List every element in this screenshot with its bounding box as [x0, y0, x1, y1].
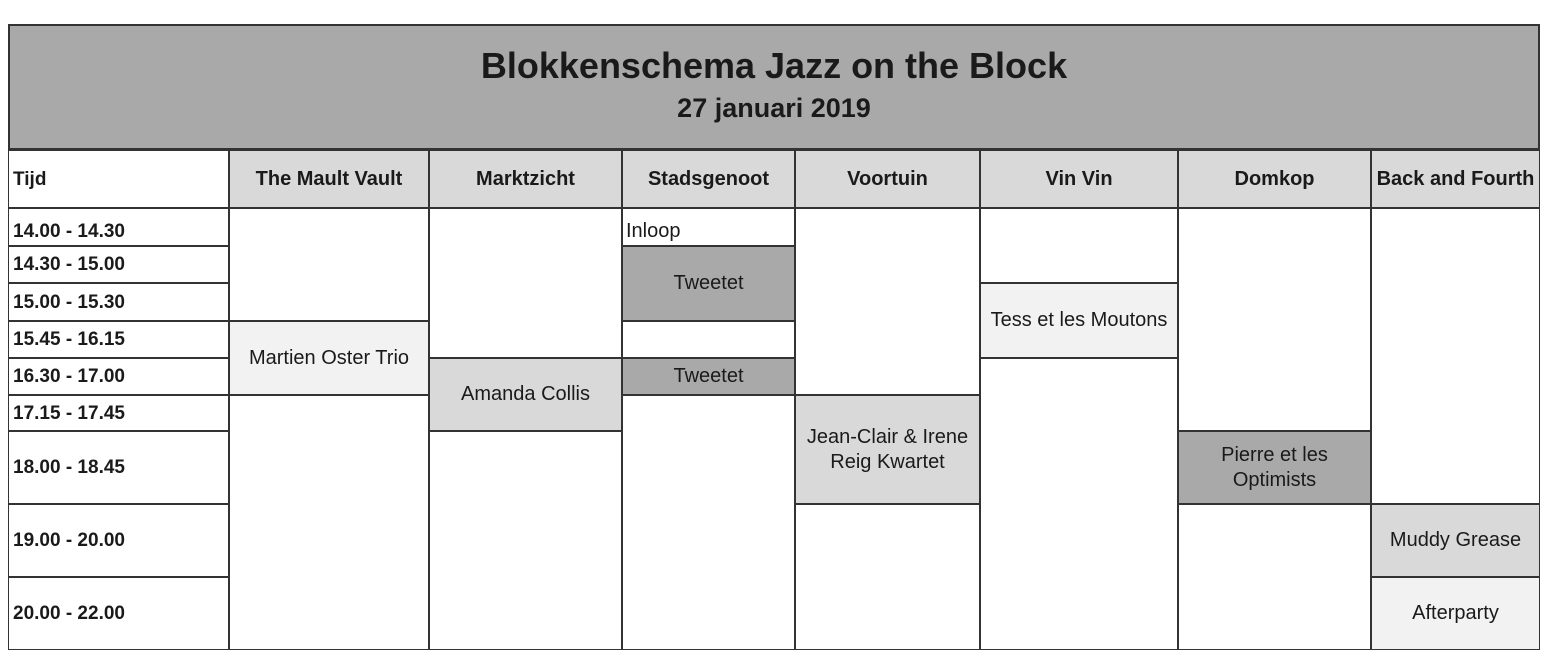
time-slot-1630: 16.30 - 17.00 — [8, 358, 229, 395]
empty-slot — [429, 431, 622, 650]
time-slot-2000: 20.00 - 22.00 — [8, 577, 229, 650]
event-martien-oster-trio: Martien Oster Trio — [229, 321, 429, 395]
empty-slot — [229, 395, 429, 650]
empty-slot — [229, 208, 429, 321]
column-header-domkop: Domkop — [1178, 150, 1371, 208]
event-tweetet-2: Tweetet — [622, 358, 795, 395]
schedule-header — [8, 24, 1540, 150]
time-slot-1400: 14.00 - 14.30 — [8, 208, 229, 246]
empty-slot — [980, 358, 1178, 650]
event-tess-et-les-moutons: Tess et les Moutons — [980, 283, 1178, 358]
empty-slot — [429, 208, 622, 358]
time-slot-1500: 15.00 - 15.30 — [8, 283, 229, 321]
schedule-date: 27 januari 2019 — [677, 93, 871, 123]
event-jean-clair-irene-reig-kwartet: Jean-Clair & Irene Reig Kwartet — [795, 395, 980, 504]
empty-slot — [1178, 208, 1371, 431]
event-muddy-grease: Muddy Grease — [1371, 504, 1540, 577]
column-header-time: Tijd — [8, 150, 229, 208]
empty-slot — [622, 321, 795, 358]
column-header-vin-vin: Vin Vin — [980, 150, 1178, 208]
time-slot-1900: 19.00 - 20.00 — [8, 504, 229, 577]
empty-slot — [795, 504, 980, 650]
column-header-voortuin: Voortuin — [795, 150, 980, 208]
empty-slot — [622, 395, 795, 650]
event-tweetet-1: Tweetet — [622, 246, 795, 321]
column-header-stadsgenoot: Stadsgenoot — [622, 150, 795, 208]
page-top-margin — [0, 0, 1564, 24]
empty-slot — [980, 208, 1178, 283]
time-slot-1545: 15.45 - 16.15 — [8, 321, 229, 358]
empty-slot — [1371, 208, 1540, 504]
column-header-mault-vault: The Mault Vault — [229, 150, 429, 208]
empty-slot — [795, 208, 980, 395]
time-slot-1715: 17.15 - 17.45 — [8, 395, 229, 431]
column-header-back-and-fourth: Back and Fourth — [1371, 150, 1540, 208]
event-pierre-et-les-optimists: Pierre et les Optimists — [1178, 431, 1371, 504]
time-slot-1430: 14.30 - 15.00 — [8, 246, 229, 283]
time-slot-1800: 18.00 - 18.45 — [8, 431, 229, 504]
event-inloop: Inloop — [622, 208, 795, 246]
empty-slot — [1178, 504, 1371, 650]
event-afterparty: Afterparty — [1371, 577, 1540, 650]
schedule-title: Blokkenschema Jazz on the Block — [480, 45, 1068, 86]
event-amanda-collis: Amanda Collis — [429, 358, 622, 431]
column-header-marktzicht: Marktzicht — [429, 150, 622, 208]
